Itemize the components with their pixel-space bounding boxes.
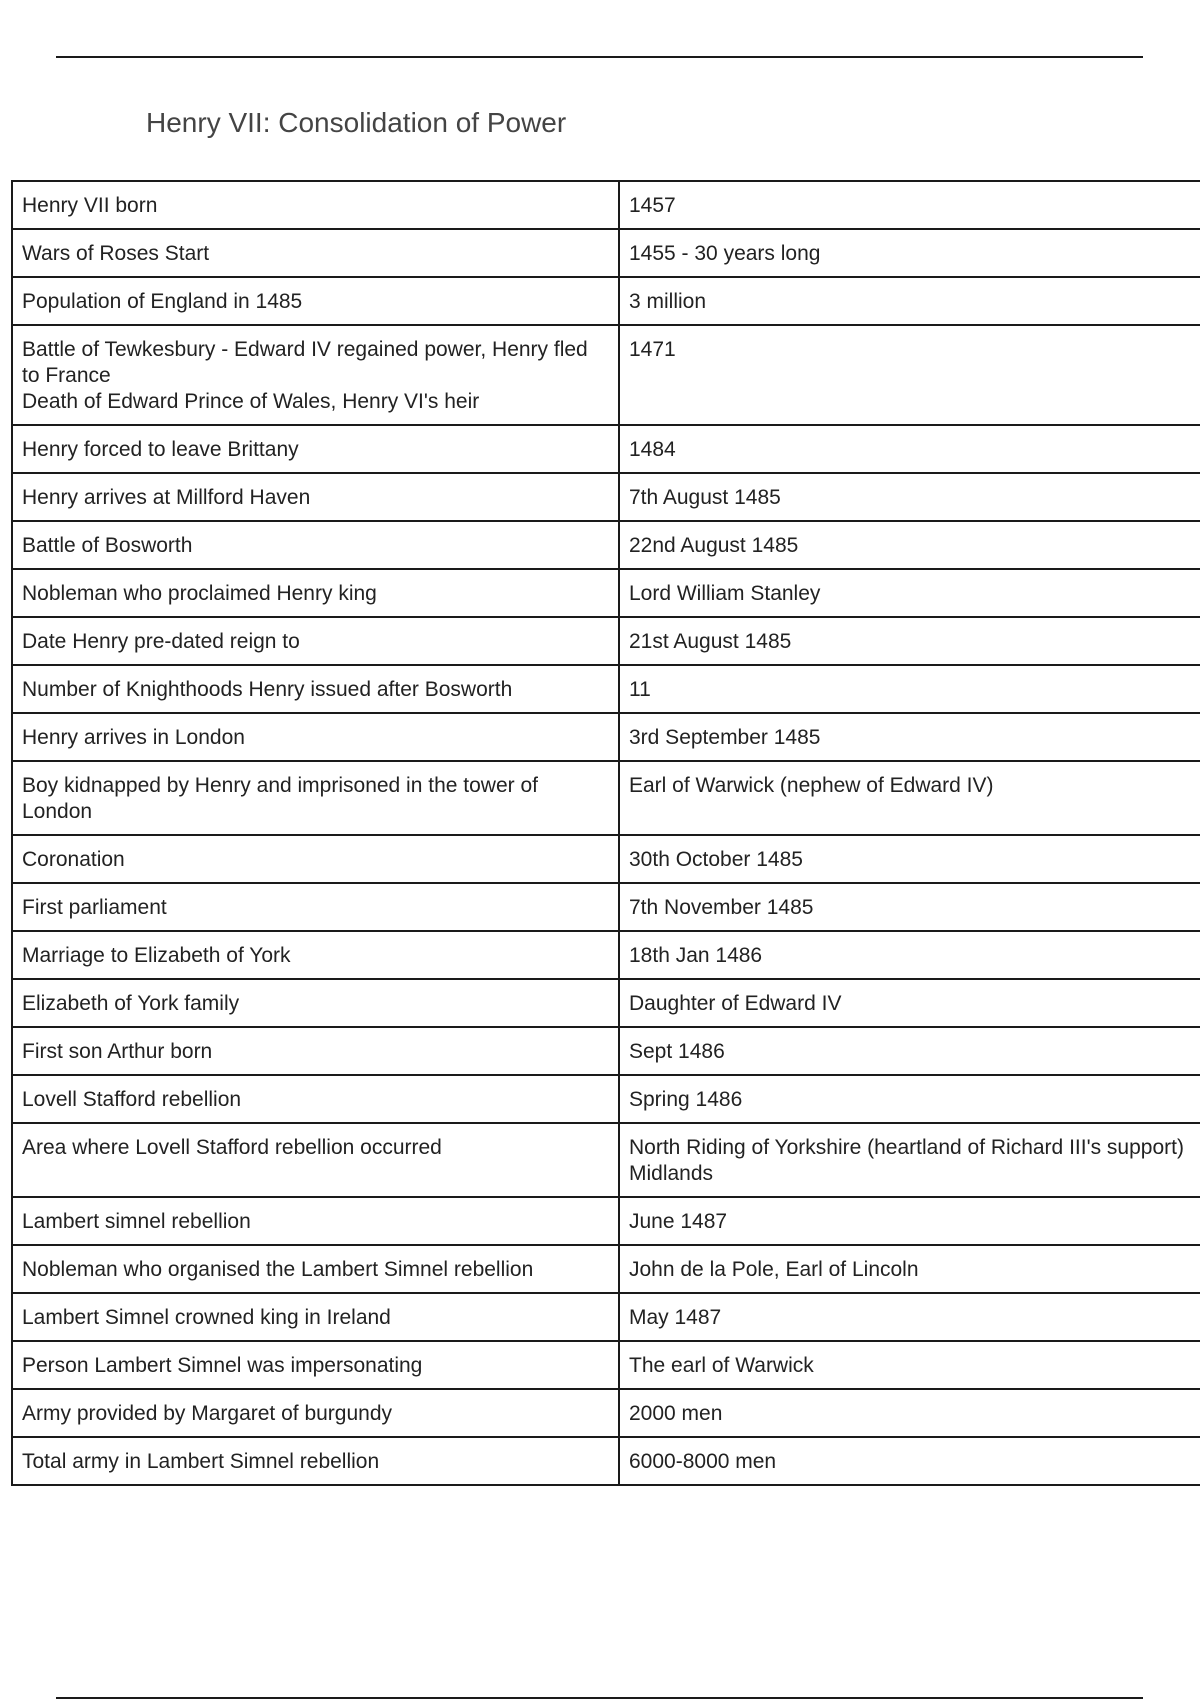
fact-label-cell: Nobleman who organised the Lambert Simnel rebellion <box>12 1245 619 1293</box>
fact-value-cell: 1457 <box>619 181 1200 229</box>
fact-value-cell: 21st August 1485 <box>619 617 1200 665</box>
fact-value-cell: Earl of Warwick (nephew of Edward IV) <box>619 761 1200 835</box>
fact-value-cell: 30th October 1485 <box>619 835 1200 883</box>
fact-label-cell: First son Arthur born <box>12 1027 619 1075</box>
table-row <box>12 665 1200 713</box>
table-row <box>12 425 1200 473</box>
fact-label-cell: First parliament <box>12 883 619 931</box>
footer-rule <box>56 1697 1143 1699</box>
fact-label-cell: Boy kidnapped by Henry and imprisoned in the tower of London <box>12 761 619 835</box>
table-row <box>12 931 1200 979</box>
fact-value-cell: 2000 men <box>619 1389 1200 1437</box>
table-row <box>12 1389 1200 1437</box>
table-row <box>12 1027 1200 1075</box>
table-row <box>12 1123 1200 1197</box>
fact-label-cell: Battle of Bosworth <box>12 521 619 569</box>
fact-value-cell: The earl of Warwick <box>619 1341 1200 1389</box>
fact-value-cell: Daughter of Edward IV <box>619 979 1200 1027</box>
fact-value-cell: Sept 1486 <box>619 1027 1200 1075</box>
facts-table-body <box>12 181 1200 1485</box>
table-row <box>12 521 1200 569</box>
table-row <box>12 473 1200 521</box>
fact-label-cell: Population of England in 1485 <box>12 277 619 325</box>
table-row <box>12 569 1200 617</box>
facts-table <box>11 180 1200 1486</box>
table-row <box>12 1341 1200 1389</box>
fact-value-cell: 3rd September 1485 <box>619 713 1200 761</box>
fact-value-cell: 1455 - 30 years long <box>619 229 1200 277</box>
table-row <box>12 713 1200 761</box>
fact-value-cell: North Riding of Yorkshire (heartland of Richard III's support) Midlands <box>619 1123 1200 1197</box>
fact-value-cell: Spring 1486 <box>619 1075 1200 1123</box>
fact-label-cell: Nobleman who proclaimed Henry king <box>12 569 619 617</box>
fact-label-cell: Henry VII born <box>12 181 619 229</box>
table-row <box>12 229 1200 277</box>
fact-value-cell: 11 <box>619 665 1200 713</box>
table-row <box>12 277 1200 325</box>
fact-label-cell: Coronation <box>12 835 619 883</box>
table-row <box>12 979 1200 1027</box>
fact-value-cell: 1471 <box>619 325 1200 425</box>
fact-value-cell: 18th Jan 1486 <box>619 931 1200 979</box>
fact-value-cell: Lord William Stanley <box>619 569 1200 617</box>
fact-label-cell: Marriage to Elizabeth of York <box>12 931 619 979</box>
fact-label-cell: Wars of Roses Start <box>12 229 619 277</box>
fact-label-cell: Date Henry pre-dated reign to <box>12 617 619 665</box>
fact-value-cell: John de la Pole, Earl of Lincoln <box>619 1245 1200 1293</box>
header-rule <box>56 56 1143 58</box>
table-row <box>12 835 1200 883</box>
table-row <box>12 1437 1200 1485</box>
fact-label-cell: Henry forced to leave Brittany <box>12 425 619 473</box>
table-row <box>12 1293 1200 1341</box>
fact-label-cell: Elizabeth of York family <box>12 979 619 1027</box>
table-row <box>12 181 1200 229</box>
fact-value-cell: 6000-8000 men <box>619 1437 1200 1485</box>
fact-label-cell: Area where Lovell Stafford rebellion occurred <box>12 1123 619 1197</box>
table-row <box>12 761 1200 835</box>
fact-label-cell: Army provided by Margaret of burgundy <box>12 1389 619 1437</box>
table-row <box>12 325 1200 425</box>
fact-value-cell: May 1487 <box>619 1293 1200 1341</box>
fact-label-cell: Battle of Tewkesbury - Edward IV regained power, Henry fled to France Death of Edward Prince of Wales, Henry VI's heir <box>12 325 619 425</box>
fact-value-cell: 7th November 1485 <box>619 883 1200 931</box>
table-row <box>12 1197 1200 1245</box>
fact-value-cell: June 1487 <box>619 1197 1200 1245</box>
fact-label-cell: Henry arrives in London <box>12 713 619 761</box>
fact-value-cell: 1484 <box>619 425 1200 473</box>
table-row <box>12 1075 1200 1123</box>
table-row <box>12 1245 1200 1293</box>
fact-value-cell: 7th August 1485 <box>619 473 1200 521</box>
fact-label-cell: Number of Knighthoods Henry issued after Bosworth <box>12 665 619 713</box>
table-row <box>12 883 1200 931</box>
fact-label-cell: Lovell Stafford rebellion <box>12 1075 619 1123</box>
fact-label-cell: Total army in Lambert Simnel rebellion <box>12 1437 619 1485</box>
table-row <box>12 617 1200 665</box>
document-title: Henry VII: Consolidation of Power <box>146 107 567 138</box>
fact-label-cell: Person Lambert Simnel was impersonating <box>12 1341 619 1389</box>
fact-value-cell: 3 million <box>619 277 1200 325</box>
fact-label-cell: Henry arrives at Millford Haven <box>12 473 619 521</box>
fact-label-cell: Lambert simnel rebellion <box>12 1197 619 1245</box>
fact-value-cell: 22nd August 1485 <box>619 521 1200 569</box>
fact-label-cell: Lambert Simnel crowned king in Ireland <box>12 1293 619 1341</box>
